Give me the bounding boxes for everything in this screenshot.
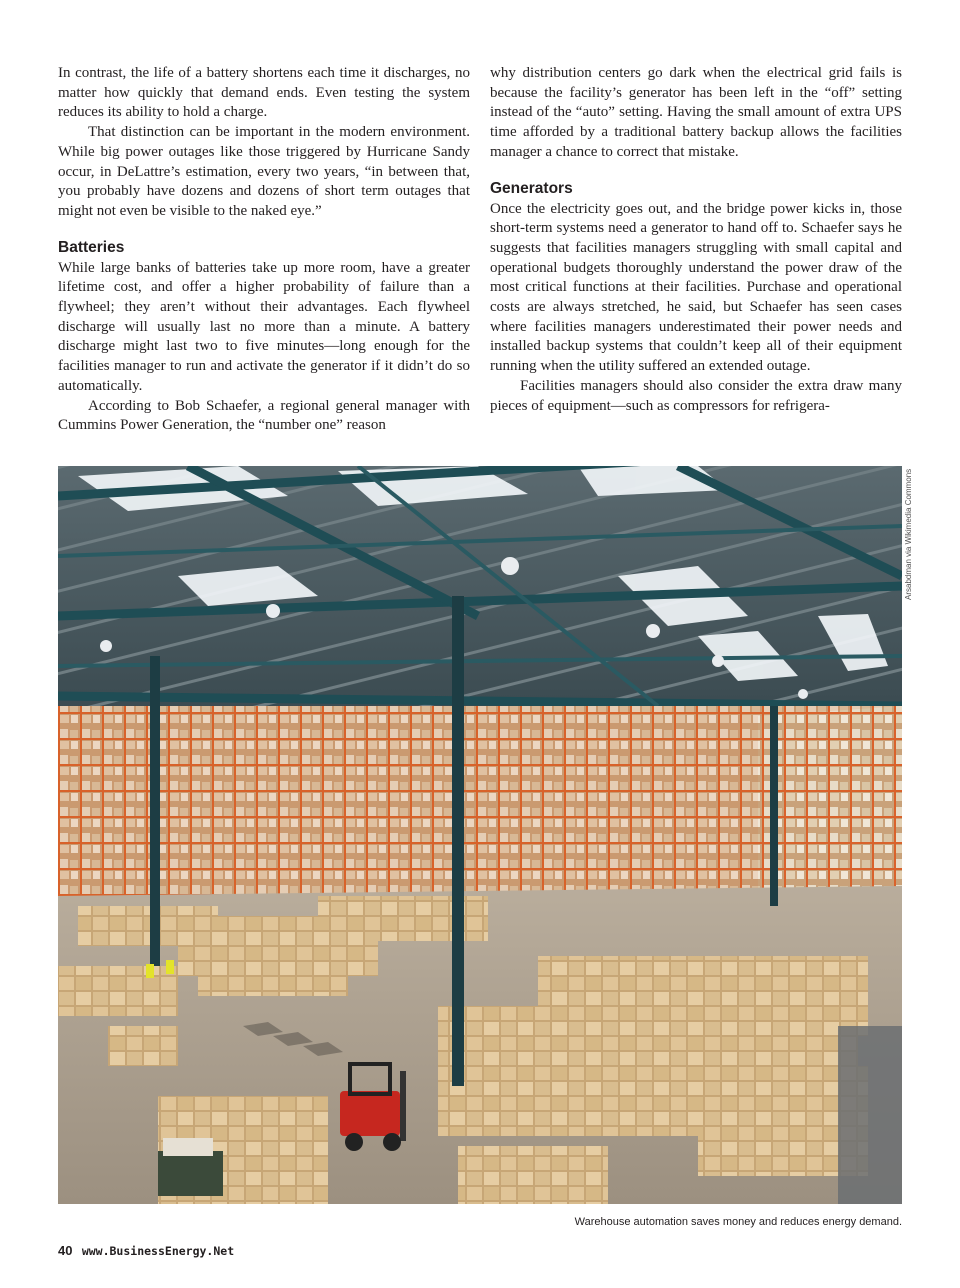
- photo-caption: Warehouse automation saves money and reduces energy demand.: [574, 1216, 902, 1228]
- body-paragraph: Facilities managers should also consider the extra draw many pieces of equipment—such as compressors for refrigera-: [490, 377, 902, 414]
- right-column: [490, 64, 902, 416]
- section-heading-batteries: Batteries: [58, 238, 125, 256]
- section-heading-generators: Generators: [490, 179, 573, 197]
- body-paragraph: According to Bob Schaefer, a regional general manager with Cummins Power Generation, the “number one” reason: [58, 397, 470, 434]
- body-paragraph: Once the electricity goes out, and the bridge power kicks in, those short-term systems need a generator to hand off to. Schaefer says he suggests that facilities managers struggling with small capital and operational budgets thoroughly understand the power draw of the most critical functions at their facilities. Purchase and operational costs are always stretched, he said, but Schaefer has seen cases where facilities managers underestimated their power needs and installed backup systems that couldn’t keep all of their equipment running when the utility suffered an extended outage.: [490, 200, 902, 375]
- page-footer: [58, 1243, 234, 1258]
- website-url: www.BusinessEnergy.Net: [81, 1244, 235, 1258]
- warehouse-photo: [58, 466, 902, 1204]
- body-paragraph: In contrast, the life of a battery shortens each time it discharges, no matter how quickly that demand ends. Even testing the system reduces its ability to hold a charge.: [58, 65, 470, 121]
- body-paragraph: why distribution centers go dark when the electrical grid fails is because the facility’s generator has been left in the “off” setting instead of the “auto” setting. Having the small amount of extra UPS time afforded by a traditional battery backup allows the facilities manager a chance to correct that mistake.: [490, 65, 902, 160]
- body-paragraph: That distinction can be important in the modern environment. While big power outages like those triggered by Hurricane Sandy occur, in DeLattre’s estimation, every two years, “in between that, you probably have dozens and dozens of short term outages that might not even be visible to the naked eye.”: [58, 124, 470, 219]
- left-column: [58, 64, 470, 436]
- body-paragraph: While large banks of batteries take up more room, have a greater lifetime cost, and offer a higher probability of failure than a flywheel; they aren’t without their advantages. Each flywheel discharge will usually last no more than a minute. A battery discharge might last two to five minutes—long enough for the facilities manager to run and activate the generator if it didn’t do so automatically.: [58, 259, 470, 394]
- warehouse-illustration: [58, 466, 902, 1204]
- photo-credit: Arsabdman via Wikimedia Commons: [904, 468, 913, 600]
- page-number: 40: [58, 1243, 73, 1258]
